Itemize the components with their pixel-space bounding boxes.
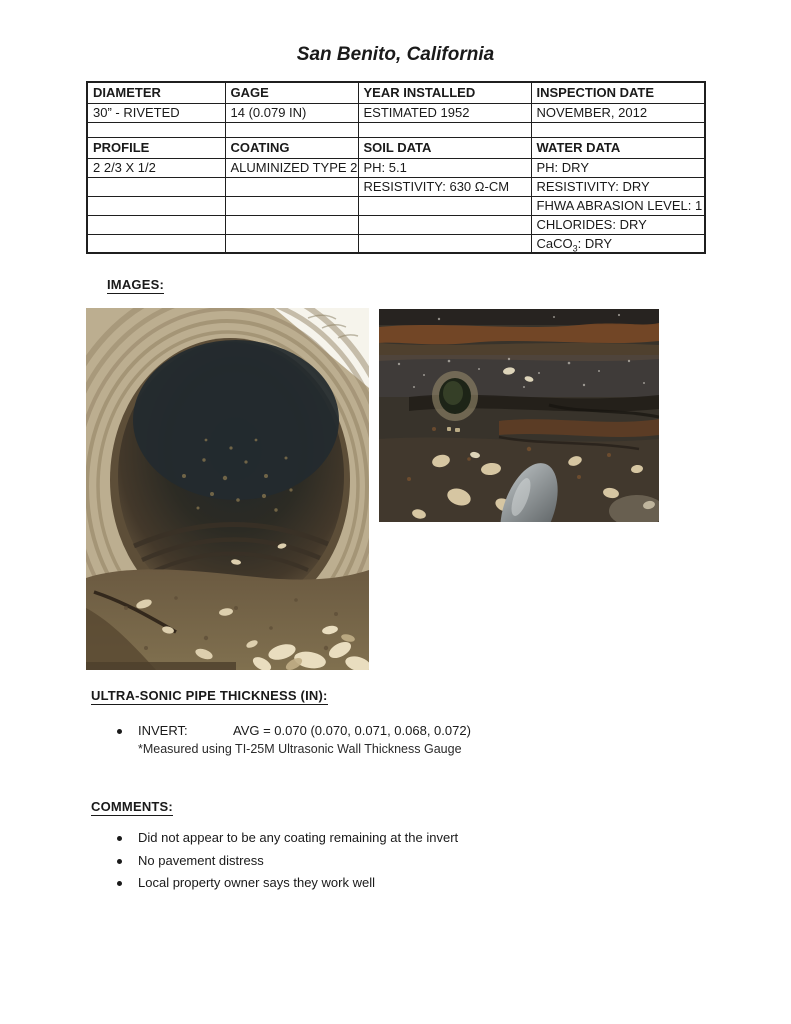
empty-cell [531,122,705,137]
pipe-interior-photo [86,308,369,670]
cell-gage-value: 14 (0.079 IN) [225,103,358,122]
table-row-chlorides [87,215,705,234]
invert-measurement-text [138,723,471,739]
empty-cell [358,234,531,253]
bullet-icon [117,881,122,886]
table-row-headers-1 [87,82,705,103]
cell-year-installed-value: ESTIMATED 1952 [358,103,531,122]
comment-text: Local property owner says they work well [138,875,375,890]
page-title: San Benito, California [296,44,495,65]
bullet-icon [117,859,122,864]
empty-cell [87,234,225,253]
empty-cell [87,196,225,215]
col-header-gage: GAGE [225,82,358,103]
soil-closeup-photo [379,309,659,522]
table-row-values-1 [87,103,705,122]
table-row-spacer [87,122,705,137]
empty-cell [87,122,225,137]
caco3-base: CaCO [536,235,573,251]
comment-item [117,853,458,869]
cell-profile-value: 2 2/3 X 1/2 [87,158,225,177]
table-row-resistivity [87,177,705,196]
empty-cell [225,122,358,137]
comment-item [117,830,458,846]
cell-fhwa-abrasion: FHWA ABRASION LEVEL: 1 [531,196,705,215]
cell-caco3 [531,234,705,253]
col-header-soil-data: SOIL DATA [358,137,531,158]
empty-cell [225,196,358,215]
cell-soil-resistivity: RESISTIVITY: 630 Ω-CM [358,177,531,196]
empty-cell [358,196,531,215]
col-header-diameter: DIAMETER [87,82,225,103]
cell-inspection-date-value: NOVEMBER, 2012 [531,103,705,122]
col-header-year-installed: YEAR INSTALLED [358,82,531,103]
ultrasonic-section-heading: ULTRA-SONIC PIPE THICKNESS (IN): [91,688,328,703]
invert-label: INVERT: [138,723,188,738]
inspection-spec-table [86,81,706,254]
cell-water-ph: PH: DRY [531,158,705,177]
col-header-inspection-date: INSPECTION DATE [531,82,705,103]
empty-cell [225,234,358,253]
invert-value: AVG = 0.070 (0.070, 0.071, 0.068, 0.072) [233,723,471,738]
cell-water-resistivity: RESISTIVITY: DRY [531,177,705,196]
col-header-profile: PROFILE [87,137,225,158]
comment-item [117,875,458,891]
table-row-abrasion [87,196,705,215]
empty-cell [87,215,225,234]
table-row-headers-2 [87,137,705,158]
cell-soil-ph: PH: 5.1 [358,158,531,177]
caco3-subscript: 3 [572,243,578,253]
comments-list [117,830,458,898]
cell-diameter-value: 30” - RIVETED [87,103,225,122]
cell-coating-value: ALUMINIZED TYPE 2 [225,158,358,177]
cell-chlorides: CHLORIDES: DRY [531,215,705,234]
images-section-heading: IMAGES: [107,277,165,292]
caco3-suffix: : DRY [577,235,613,251]
empty-cell [358,122,531,137]
col-header-coating: COATING [225,137,358,158]
bullet-icon [117,729,122,734]
empty-cell [87,177,225,196]
comments-section-heading: COMMENTS: [91,799,173,814]
empty-cell [225,177,358,196]
table-row-caco3 [87,234,705,253]
table-row-profile [87,158,705,177]
measurement-note: *Measured using TI-25M Ultrasonic Wall Thickness Gauge [138,742,462,756]
col-header-water-data: WATER DATA [531,137,705,158]
empty-cell [225,215,358,234]
comment-text: No pavement distress [138,852,264,868]
invert-measurement-item [117,723,471,739]
bullet-icon [117,836,122,841]
comment-text: Did not appear to be any coating remaining at the invert [138,830,459,845]
empty-cell [358,215,531,234]
